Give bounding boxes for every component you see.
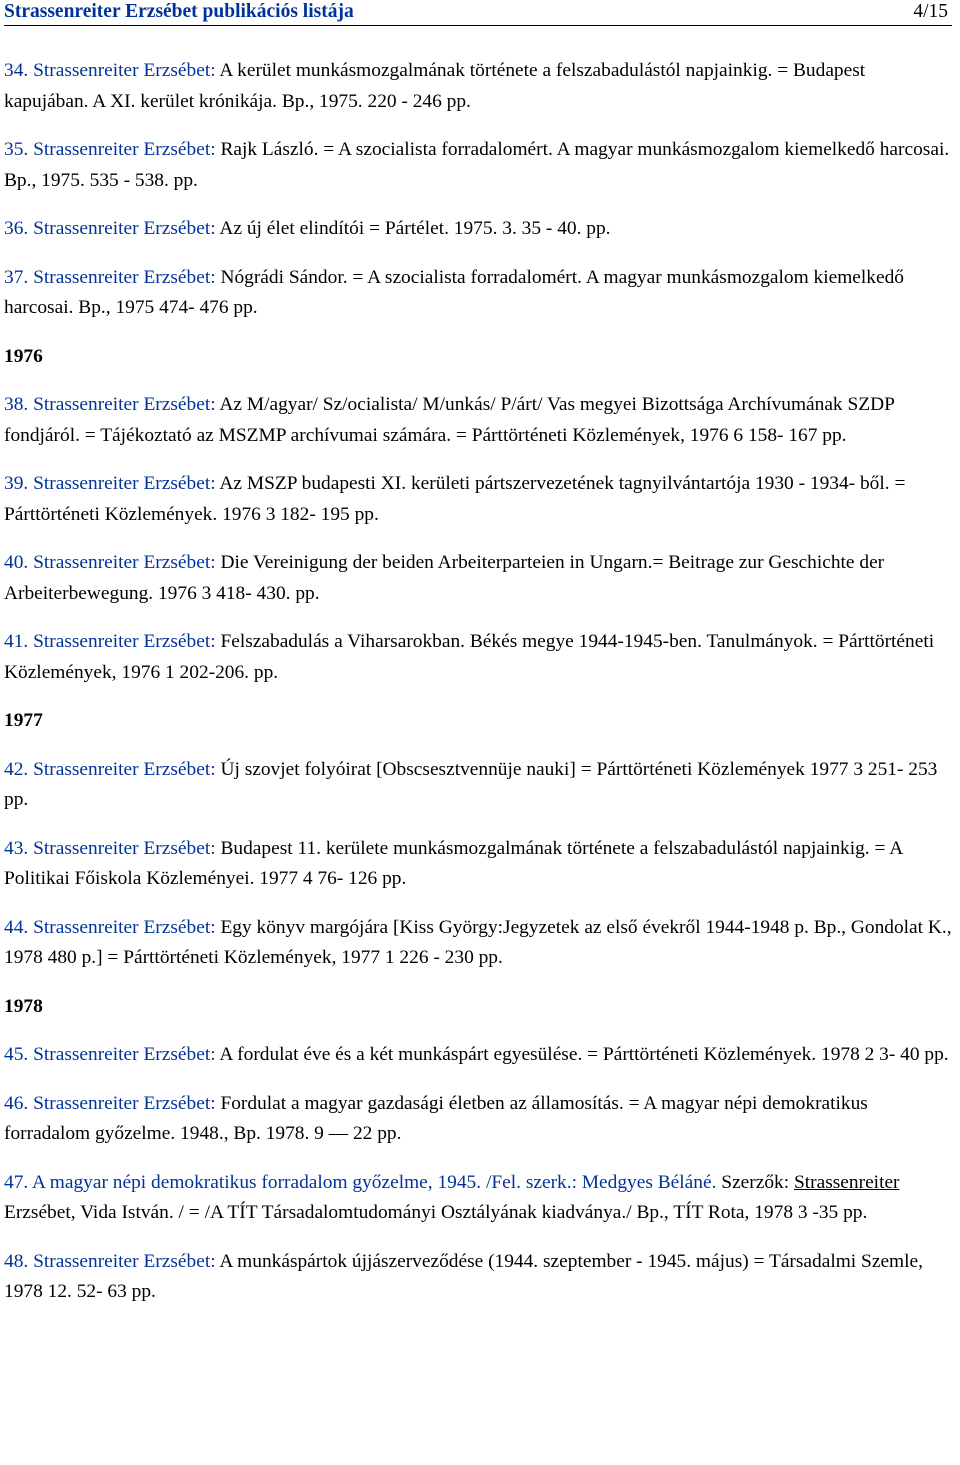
- publication-entry: [4, 214, 952, 245]
- entry-author-lead: 34. Strassenreiter Erzsébet:: [4, 60, 216, 81]
- publication-entry: [4, 469, 952, 530]
- publication-entry: [4, 627, 952, 688]
- entry-author-lead: 45. Strassenreiter Erzsébet:: [4, 1044, 216, 1065]
- entry-citation: A fordulat éve és a két munkáspárt egyesülése. = Párttörténeti Közlemények. 1978 2 3- 40 pp.: [215, 1044, 949, 1065]
- entry-citation: A munkáspártok újjászerveződése (1944. szeptember - 1945. május) = Társadalmi Szemle, 1978 12. 52- 63 pp.: [4, 1250, 923, 1302]
- year-heading: 1978: [4, 995, 43, 1017]
- publication-entry: [4, 913, 952, 974]
- publication-entry: [4, 834, 952, 895]
- entry-author-lead: 36. Strassenreiter Erzsébet:: [4, 218, 216, 239]
- entry-citation: Die Vereinigung der beiden Arbeiterparteien in Ungarn.= Beitrage zur Geschichte der Arbeiterbewegung. 1976 3 418- 430. pp.: [4, 552, 885, 604]
- entry-author-lead: 46. Strassenreiter Erzsébet:: [4, 1092, 216, 1114]
- entry-citation: Budapest 11. kerülete munkásmozgalmának története a felszabadulástól napjainkig. = A Politikai Főiskola Közleményei. 1977 4 76- 126 pp.: [4, 837, 903, 889]
- entry-citation: A kerület munkásmozgalmának története a felszabadulástól napjainkig. = Budapest kapujában. A XI. kerület krónikája. Bp., 1975. 220 - 246 pp.: [4, 60, 866, 112]
- year-heading: 1977: [4, 710, 43, 731]
- publication-entry: [4, 1089, 952, 1150]
- entry-citation: Rajk László. = A szocialista forradalomért. A magyar munkásmozgalom kiemelkedő harcosai. Bp., 1975. 535 - 538. pp.: [4, 139, 950, 191]
- entry-author-lead: 40. Strassenreiter Erzsébet:: [4, 552, 216, 573]
- publication-list: [4, 26, 952, 1308]
- publication-entry: [4, 1168, 952, 1229]
- entry-title-lead: 47. A magyar népi demokratikus forradalom győzelme, 1945. /Fel. szerk.: Medgyes Béláné.: [4, 1171, 717, 1193]
- publication-entry: [4, 390, 952, 451]
- entry-citation: Az új élet elindítói = Pártélet. 1975. 3. 35 - 40. pp.: [215, 218, 611, 239]
- entry-citation: Nógrádi Sándor. = A szocialista forradalomért. A magyar munkásmozgalom kiemelkedő harcosai. Bp., 1975 474- 476 pp.: [4, 266, 904, 318]
- publication-entry: [4, 135, 952, 196]
- entry-author-lead: 42. Strassenreiter Erzsébet:: [4, 758, 216, 780]
- entry-citation: Az M/agyar/ Sz/ocialista/ M/unkás/ P/árt/ Vas megyei Bizottsága Archívumának SZDP fondjáról. = Tájékoztató az MSZMP archívumai számára. = Párttörténeti Közlemények, 1976 6 158- 167 pp.: [4, 394, 895, 446]
- publication-entry: [4, 56, 952, 117]
- entry-citation: Új szovjet folyóirat [Obscsesztvennüje nauki] = Párttörténeti Közlemények 1977 3 251- 253 pp.: [4, 758, 938, 810]
- publication-entry: [4, 1247, 952, 1308]
- entry-author-lead: 41. Strassenreiter Erzsébet:: [4, 631, 216, 652]
- entry-author-lead: 35. Strassenreiter Erzsébet:: [4, 139, 216, 160]
- publication-entry: [4, 755, 952, 816]
- entry-author-lead: 37. Strassenreiter Erzsébet:: [4, 266, 216, 288]
- entry-citation: Fordulat a magyar gazdasági életben az államosítás. = A magyar népi demokratikus forradalom győzelme. 1948., Bp. 1978. 9 — 22 pp.: [4, 1092, 868, 1144]
- page-indicator: 4/15: [913, 1, 948, 22]
- entry-author-lead: 44. Strassenreiter Erzsébet:: [4, 916, 216, 938]
- publication-entry: [4, 1040, 952, 1071]
- year-heading: 1976: [4, 345, 43, 367]
- document-title: Strassenreiter Erzsébet publikációs listája: [4, 1, 354, 22]
- entry-author-lead: 43. Strassenreiter Erzsébet:: [4, 837, 216, 859]
- entry-author-lead: 39. Strassenreiter Erzsébet:: [4, 473, 216, 494]
- page-header: [4, 0, 952, 26]
- entry-authors-prefix: Szerzők:: [716, 1171, 794, 1193]
- publication-entry: [4, 548, 952, 609]
- entry-citation: Erzsébet, Vida István. / = /A TÍT Társadalomtudományi Osztályának kiadványa./ Bp., TÍT Rota, 1978 3 -35 pp.: [4, 1202, 868, 1223]
- entry-author-underlined: Strassenreiter: [793, 1171, 900, 1193]
- entry-author-lead: 48. Strassenreiter Erzsébet:: [4, 1250, 216, 1272]
- entry-citation: Felszabadulás a Viharsarokban. Békés megye 1944-1945-ben. Tanulmányok. = Párttörténeti Közlemények, 1976 1 202-206. pp.: [4, 631, 935, 683]
- entry-citation: Egy könyv margójára [Kiss György:Jegyzetek az első évekről 1944-1948 p. Bp., Gondolat K., 1978 480 p.] = Párttörténeti Közlemények, 1977 1 226 - 230 pp.: [4, 916, 952, 968]
- entry-citation: Az MSZP budapesti XI. kerületi pártszervezetének tagnyilvántartója 1930 - 1934- ből. = Párttörténeti Közlemények. 1976 3 182- 195 pp.: [4, 473, 906, 525]
- entry-author-lead: 38. Strassenreiter Erzsébet:: [4, 394, 216, 415]
- publication-entry: [4, 263, 952, 324]
